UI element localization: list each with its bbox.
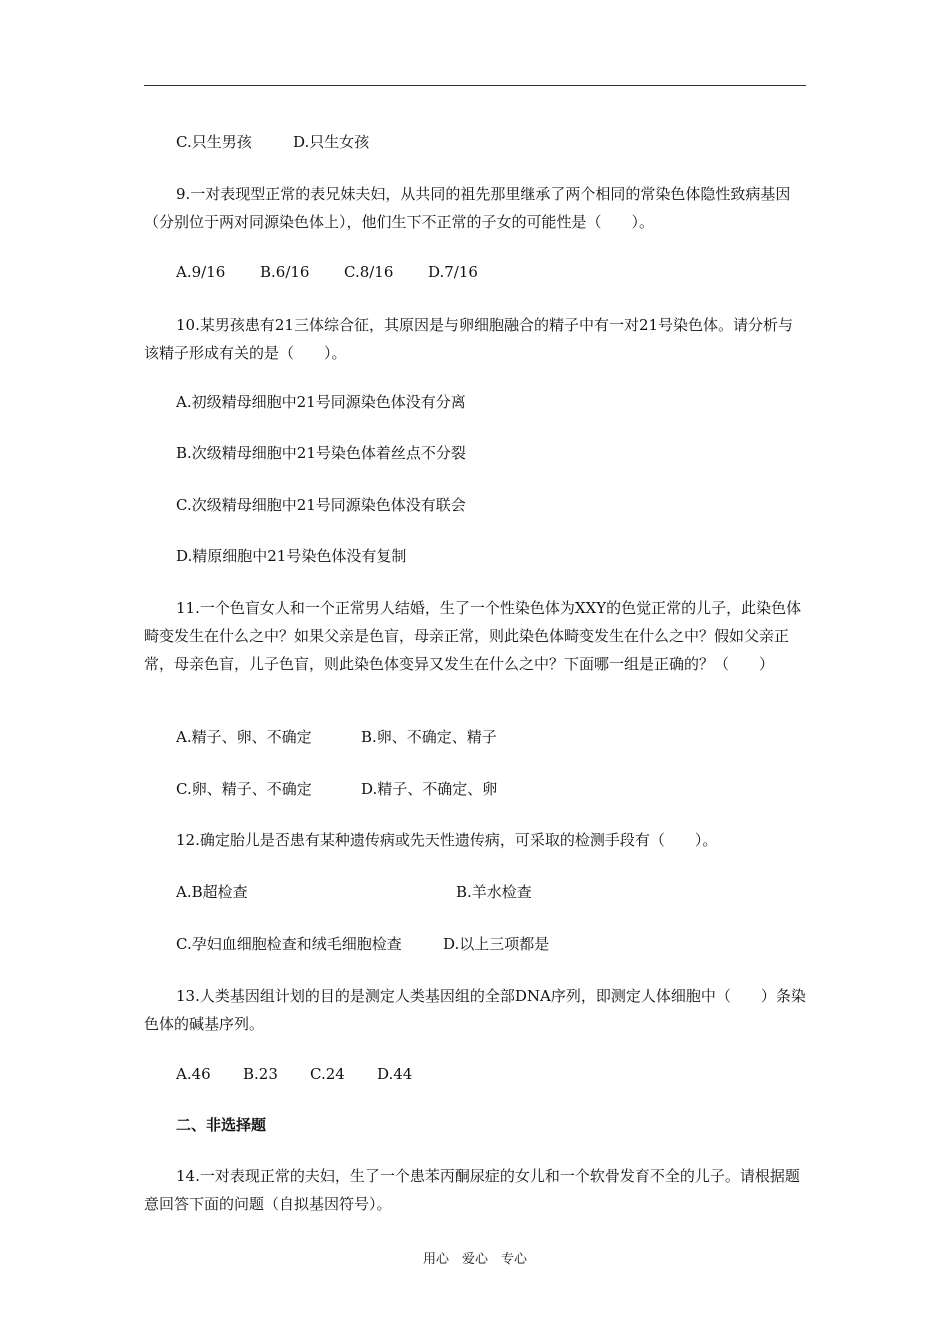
q9-option-a: A.9/16	[176, 263, 226, 281]
q8-option-c: C.只生男孩	[176, 133, 252, 151]
q11-option-d: D.精子、不确定、卵	[361, 780, 498, 798]
q11-option-b: B.卵、不确定、精子	[361, 728, 497, 746]
header-rule	[144, 85, 806, 86]
q12-option-a: A.B超检查	[176, 883, 248, 901]
q9-stem: 9.一对表现型正常的表兄妹夫妇，从共同的祖先那里继承了两个相同的常染色体隐性致病基因（分别位于两对同源染色体上），他们生下不正常的子女的可能性是（ ）。	[144, 185, 791, 231]
q10-option-c: C.次级精母细胞中21号同源染色体没有联会	[176, 496, 466, 514]
q10-option-a: A.初级精母细胞中21号同源染色体没有分离	[176, 393, 466, 411]
q10-stem: 10.某男孩患有21三体综合征，其原因是与卵细胞融合的精子中有一对21号染色体。请分析与该精子形成有关的是（ ）。	[144, 316, 794, 362]
q12-option-c: C.孕妇血细胞检查和绒毛细胞检查	[176, 935, 402, 953]
section-heading: 二、非选择题	[176, 1116, 267, 1134]
page-footer: 用心 爱心 专心	[422, 1252, 527, 1267]
q8-option-d: D.只生女孩	[293, 133, 370, 151]
q10-option-b: B.次级精母细胞中21号染色体着丝点不分裂	[176, 444, 466, 462]
q9-option-d: D.7/16	[428, 263, 478, 281]
q9-option-b: B.6/16	[260, 263, 310, 281]
q12-option-d: D.以上三项都是	[443, 935, 550, 953]
q13-stem: 13.人类基因组计划的目的是测定人类基因组的全部DNA序列，即测定人体细胞中（ ）条染色体的碱基序列。	[144, 987, 806, 1033]
q12-stem: 12.确定胎儿是否患有某种遗传病或先天性遗传病，可采取的检测手段有（ ）。	[176, 831, 718, 849]
q13-option-d: D.44	[377, 1065, 413, 1083]
q13-option-a: A.46	[176, 1065, 211, 1083]
q13-option-c: C.24	[310, 1065, 345, 1083]
q9-option-c: C.8/16	[344, 263, 394, 281]
q13-option-b: B.23	[243, 1065, 278, 1083]
q12-option-b: B.羊水检查	[456, 883, 532, 901]
q11-option-c: C.卵、精子、不确定	[176, 780, 312, 798]
q11-stem: 11.一个色盲女人和一个正常男人结婚，生了一个性染色体为XXY的色觉正常的儿子，此染色体畸变发生在什么之中？如果父亲是色盲，母亲正常，则此染色体畸变发生在什么之中？假如父亲正常，母亲色盲，儿子色盲，则此染色体变异又发生在什么之中？下面哪一组是正确的？（ ）	[144, 599, 802, 673]
q11-option-a: A.精子、卵、不确定	[176, 728, 312, 746]
q14-stem: 14.一对表现正常的夫妇，生了一个患苯丙酮尿症的女儿和一个软骨发育不全的儿子。请根据题意回答下面的问题（自拟基因符号）。	[144, 1167, 800, 1213]
q10-option-d: D.精原细胞中21号染色体没有复制	[176, 547, 407, 565]
